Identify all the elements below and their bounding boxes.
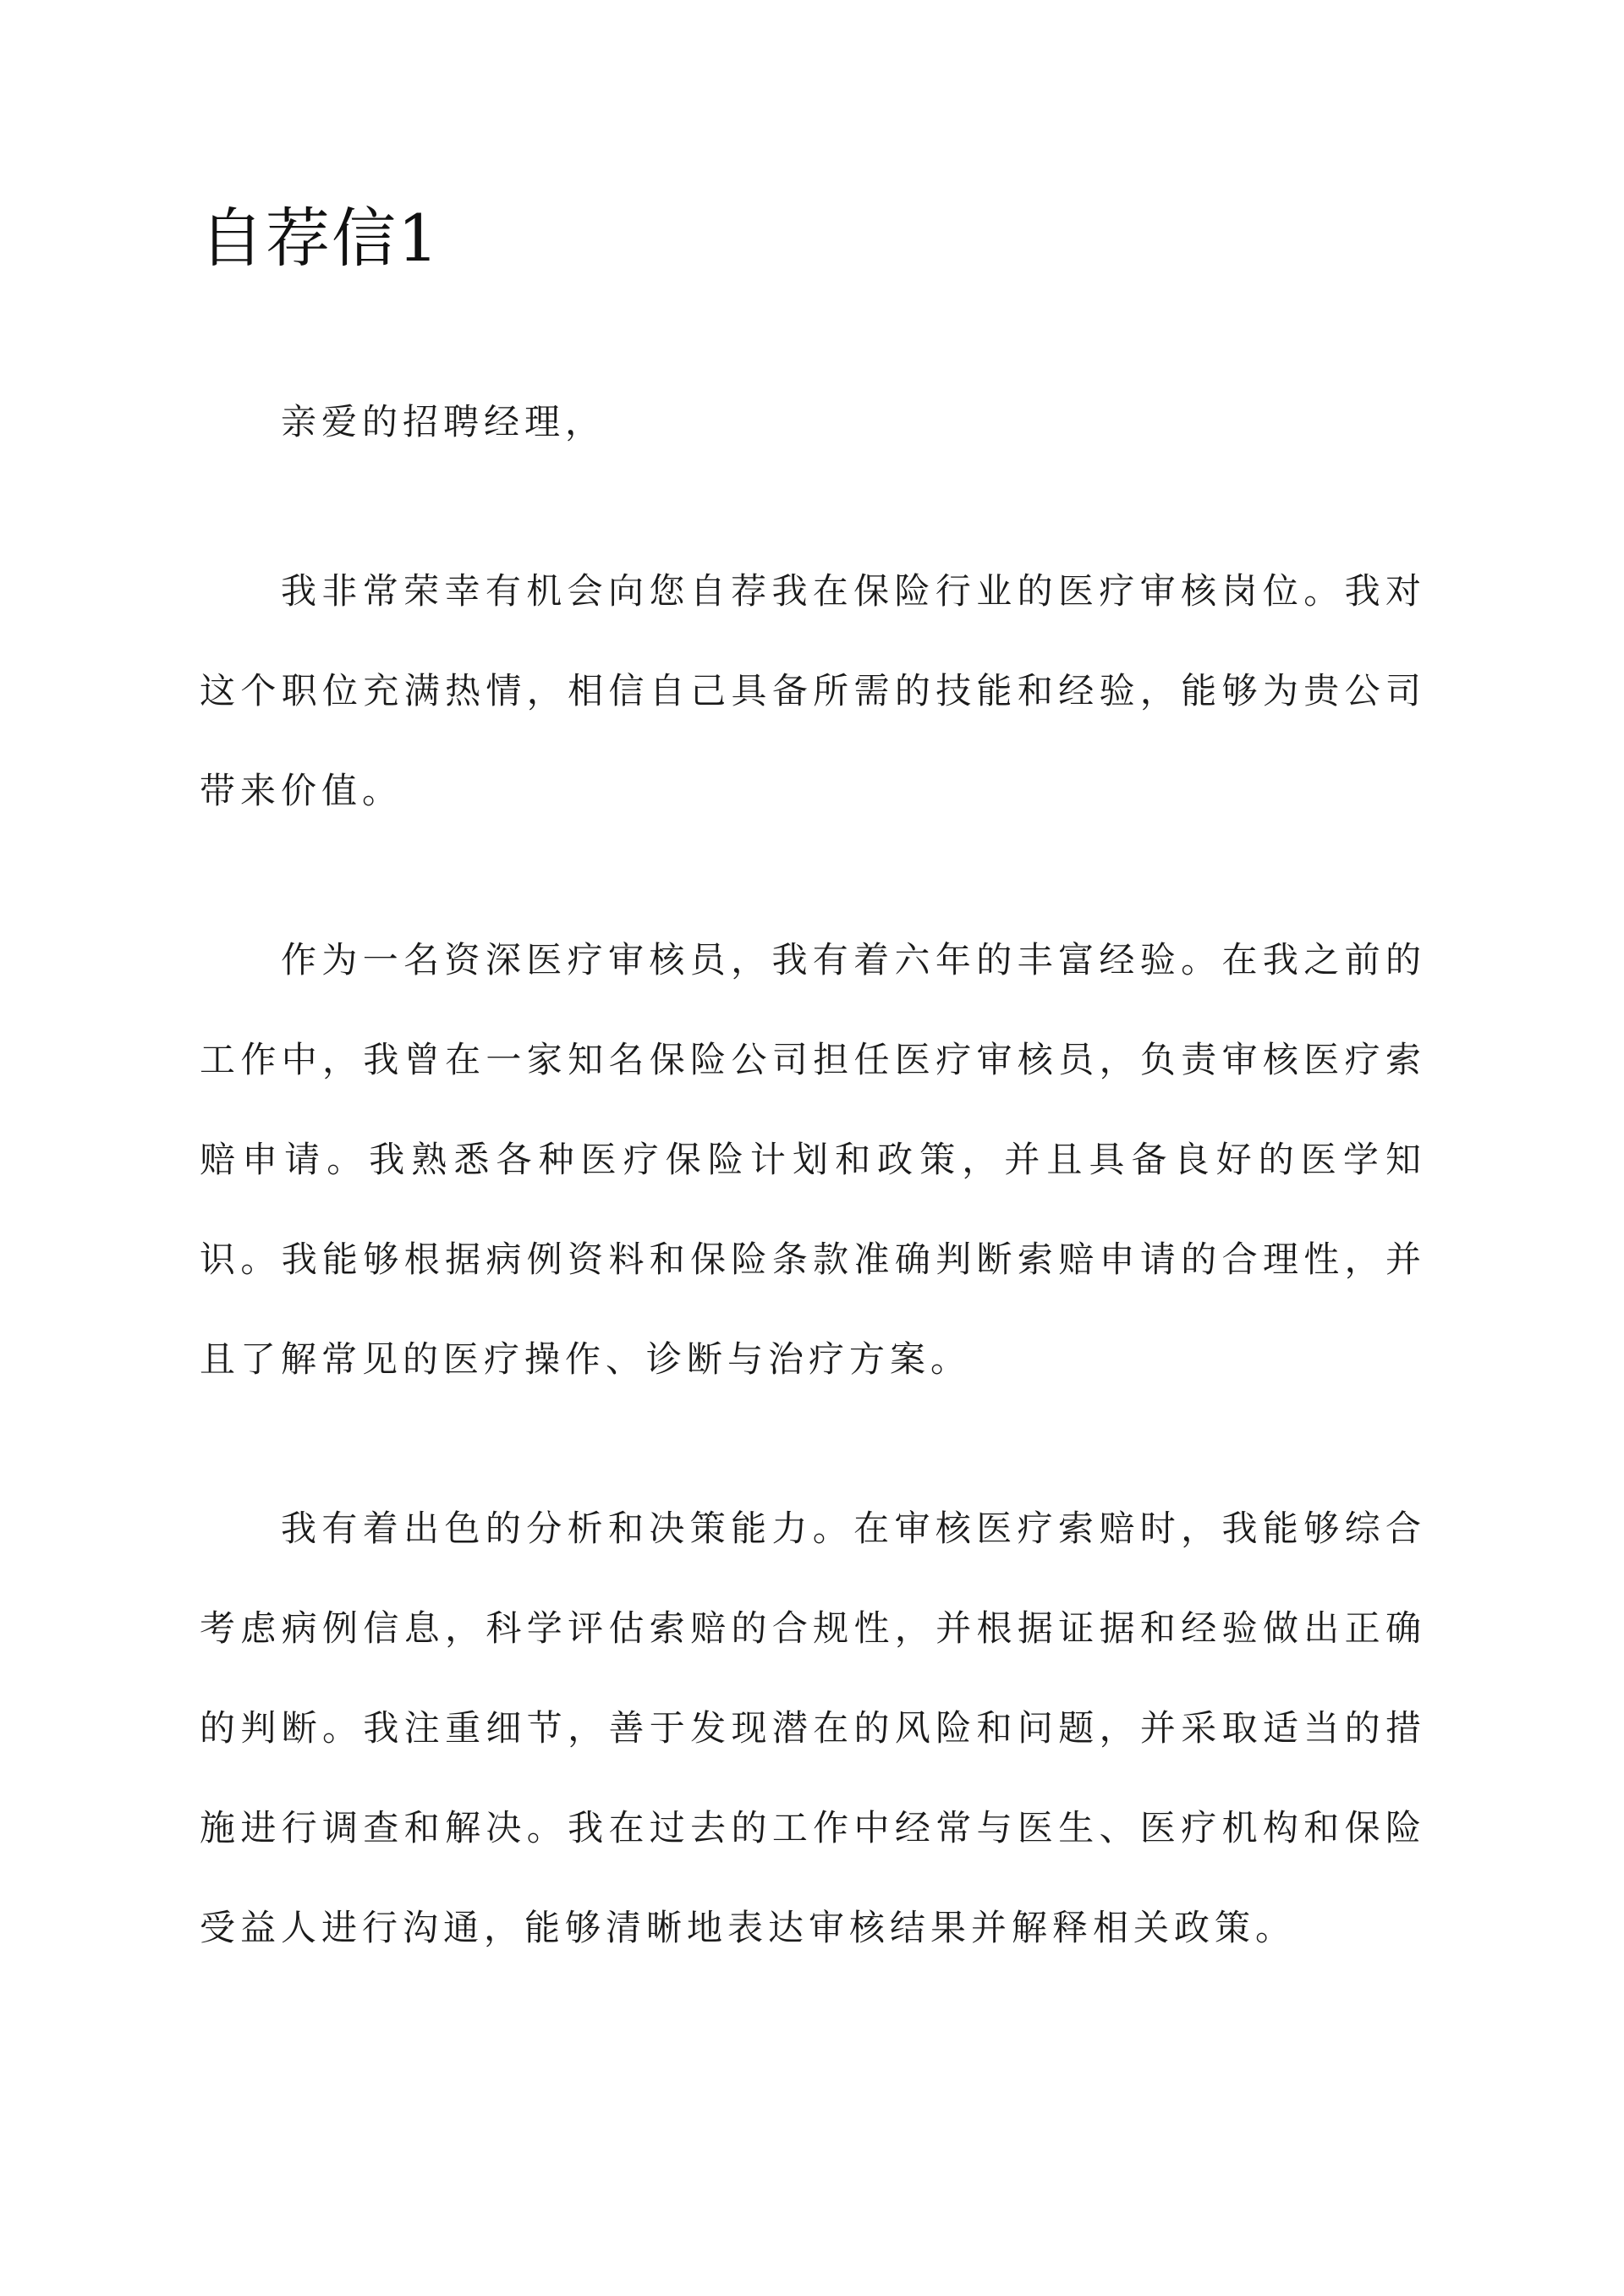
paragraph-1: 我非常荣幸有机会向您自荐我在保险行业的医疗审核岗位。我对这个职位充满热情，相信自己具备所需的技能和经验，能够为贵公司带来价值。 — [200, 570, 1426, 811]
paragraph-2: 作为一名资深医疗审核员，我有着六年的丰富经验。在我之前的工作中，我曾在一家知名保险公司担任医疗审核员，负责审核医疗索赔申请。我熟悉各种医疗保险计划和政策，并且具备良好的医学知识。我能够根据病例资料和保险条款准确判断索赔申请的合理性，并且了解常见的医疗操作、诊断与治疗方案。 — [200, 939, 1426, 1380]
letter-body — [200, 372, 1426, 2047]
salutation: 亲爱的招聘经理， — [281, 401, 606, 442]
document-title: 自荐信1 — [200, 200, 441, 276]
paragraph-3: 我有着出色的分析和决策能力。在审核医疗索赔时，我能够综合考虑病例信息，科学评估索赔的合规性，并根据证据和经验做出正确的判断。我注重细节，善于发现潜在的风险和问题，并采取适当的措施进行调查和解决。我在过去的工作中经常与医生、医疗机构和保险受益人进行沟通，能够清晰地表达审核结果并解释相关政策。 — [200, 1508, 1426, 1948]
